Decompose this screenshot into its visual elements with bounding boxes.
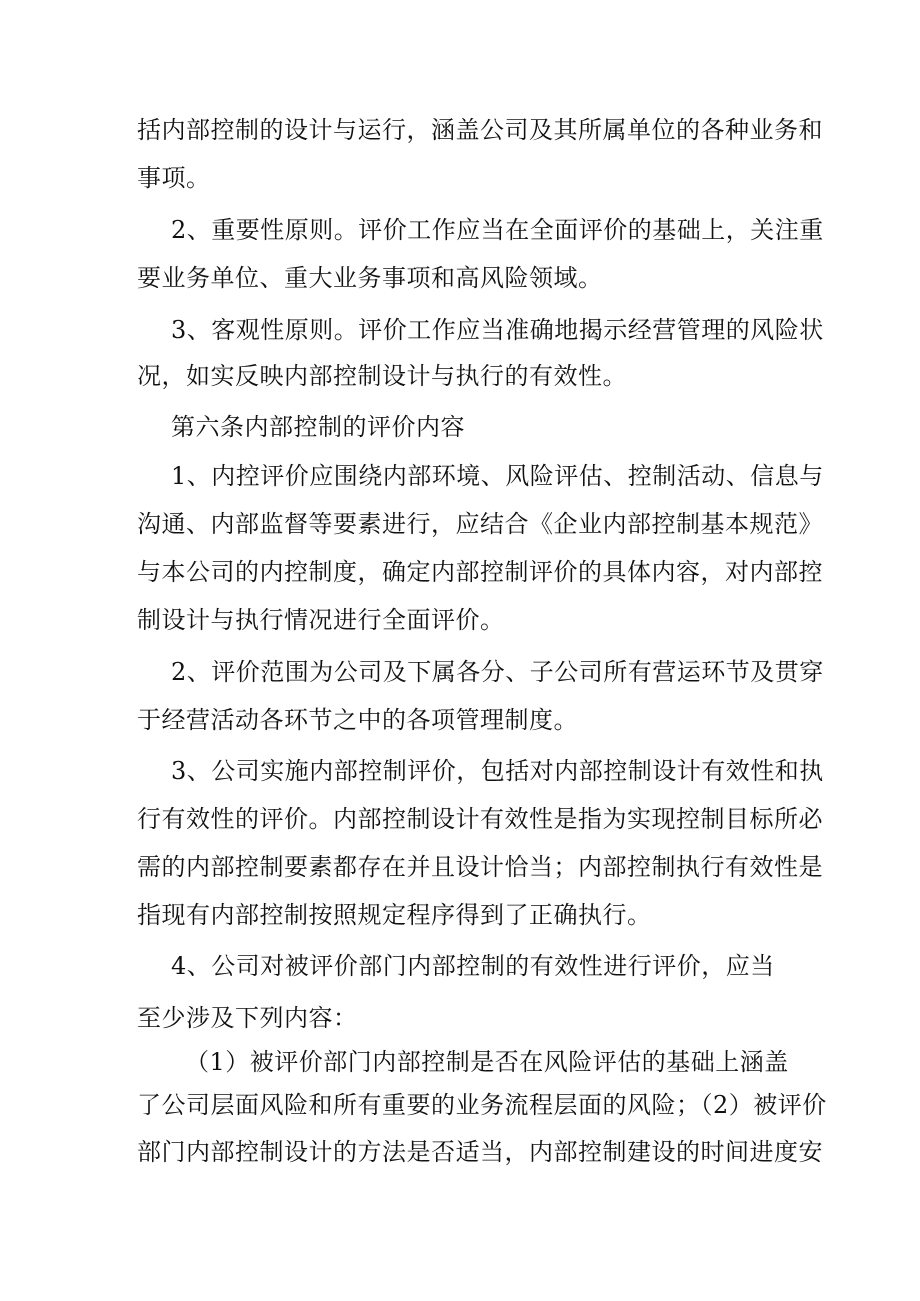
text-line: 2、重要性原则。评价工作应当在全面评价的基础上，关注重 bbox=[171, 216, 824, 244]
text-line: 需的内部控制要素都存在并且设计恰当；内部控制执行有效性是 bbox=[137, 853, 823, 881]
text-line: 行有效性的评价。内部控制设计有效性是指为实现控制目标所必 bbox=[137, 805, 823, 833]
text-line: 4、公司对被评价部门内部控制的有效性进行评价，应当 bbox=[171, 952, 775, 980]
text-line: 与本公司的内控制度，确定内部控制评价的具体内容，对内部控 bbox=[137, 558, 823, 586]
text-line: 况，如实反映内部控制设计与执行的有效性。 bbox=[137, 362, 627, 390]
text-line: 2、评价范围为公司及下属各分、子公司所有营运环节及贯穿 bbox=[171, 658, 824, 686]
text-line: 了公司层面风险和所有重要的业务流程层面的风险；（2）被评价 bbox=[137, 1091, 827, 1119]
text-line: 沟通、内部监督等要素进行，应结合《企业内部控制基本规范》 bbox=[137, 510, 823, 538]
text-line: 事项。 bbox=[137, 164, 211, 192]
text-line: 制设计与执行情况进行全面评价。 bbox=[137, 606, 505, 634]
text-line: 1、内控评价应围绕内部环境、风险评估、控制活动、信息与 bbox=[171, 462, 824, 490]
text-line: 要业务单位、重大业务事项和高风险领域。 bbox=[137, 264, 603, 292]
text-line: 3、公司实施内部控制评价，包括对内部控制设计有效性和执 bbox=[171, 757, 824, 785]
text-line: 部门内部控制设计的方法是否适当，内部控制建设的时间进度安 bbox=[137, 1138, 823, 1166]
text-line: 于经营活动各环节之中的各项管理制度。 bbox=[137, 706, 578, 734]
section-heading: 第六条内部控制的评价内容 bbox=[171, 413, 465, 441]
text-line: 指现有内部控制按照规定程序得到了正确执行。 bbox=[137, 901, 652, 929]
text-line: （1）被评价部门内部控制是否在风险评估的基础上涵盖 bbox=[185, 1048, 789, 1076]
text-line: 3、客观性原则。评价工作应当准确地揭示经营管理的风险状 bbox=[171, 316, 824, 344]
text-line: 括内部控制的设计与运行，涵盖公司及其所属单位的各种业务和 bbox=[137, 116, 823, 144]
text-line: 至少涉及下列内容： bbox=[137, 1004, 358, 1032]
